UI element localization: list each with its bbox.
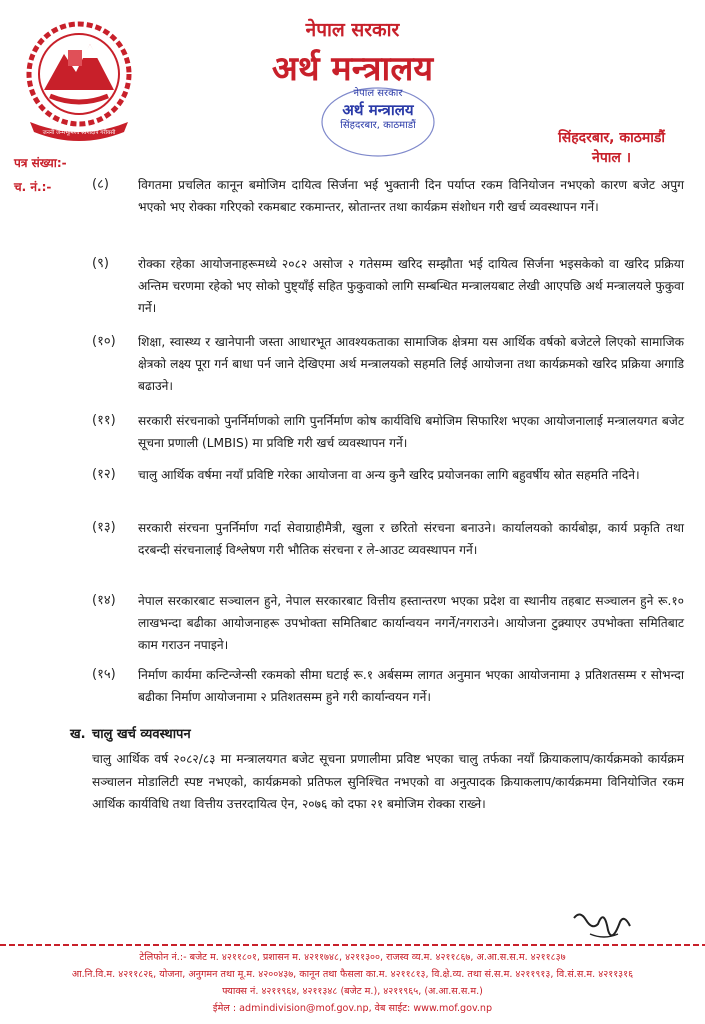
- signature-icon: [560, 900, 640, 950]
- list-item: [92, 590, 684, 656]
- section-title: चालु खर्च व्यवस्थापन: [92, 727, 191, 742]
- office-address: [558, 128, 665, 168]
- emblem-motto: जननी जन्मभूमिश्च स्वर्गादपि गरीयसी: [42, 130, 116, 136]
- address-line1: सिंहदरबार, काठमाडौं: [558, 130, 665, 146]
- stamp-line1: नेपाल सरकार: [353, 88, 403, 99]
- list-item: [92, 331, 684, 397]
- government-title: नेपाल सरकार: [305, 19, 400, 41]
- item-number: (१२): [92, 467, 116, 482]
- section-marker: ख.: [70, 727, 86, 742]
- item-number: (१४): [92, 593, 116, 608]
- footer-phone-line2: आ.नि.वि.म. ४२११८२६, योजना, अनुगमन तथा मू.म. ४२००४३७, कानून तथा फैसला का.म. ४२११८१३, वि.क्षे.व्य. तथा सं.स.म. ४२११९१३, वि.सं.स.म. ४२११३१६: [71, 969, 634, 980]
- item-number: (९): [92, 256, 109, 271]
- item-text: सरकारी संरचना पुनर्निर्माण गर्दा सेवाग्राहीमैत्री, खुला र छरितो संरचना बनाउने। कार्यालयको कार्यबोझ, कार्य प्रकृति तथा दरबन्दी संरचनालाई विश्लेषण गरी भौतिक संरचना र ले-आउट व्यवस्थापन गर्ने।: [138, 521, 684, 557]
- item-text: सरकारी संरचनाको पुनर्निर्माणको लागि पुनर्निर्माण कोष कार्यविधि बमोजिम सिफारिश भएका आयोजनालाई मन्त्रालयगत बजेट सूचना प्रणाली (LMBIS) मा प्रविष्टि गरी खर्च व्यवस्थापन गर्ने।: [138, 414, 684, 450]
- item-number: (१५): [92, 667, 116, 682]
- footer-divider: [0, 944, 705, 946]
- list-item: [92, 664, 684, 708]
- item-text: विगतमा प्रचलित कानून बमोजिम दायित्व सिर्जना भई भुक्तानी दिन पर्याप्त रकम विनियोजन नभएको कारण बजेट अपुग भएको भए रोक्का गरिएको रकमबाट रकमान्तर, स्रोतान्तर तथा कार्यक्रम संशोधन गरी खर्च व्यवस्थापन गर्ने।: [138, 178, 684, 214]
- list-item: [92, 174, 684, 218]
- list-item: [92, 410, 684, 454]
- item-text: शिक्षा, स्वास्थ्य र खानेपानी जस्ता आधारभूत आवश्यकताका सामाजिक क्षेत्रमा यस आर्थिक वर्षको बजेटले लिएको सामाजिक क्षेत्रको लक्ष्य पूरा गर्न बाधा पर्न जाने देखिएमा अर्थ मन्त्रालयको सहमति लिई आयोजना तथा कार्यक्रमको खरिद प्रक्रिया अगाडि बढाउने।: [138, 335, 684, 393]
- section-paragraph: चालु आर्थिक वर्ष २०८२/८३ मा मन्त्रालयगत बजेट सूचना प्रणालीमा प्रविष्ट भएका चालु तर्फका नयाँ क्रियाकलाप/कार्यक्रमको कार्यक्रम सञ्चालन मोडालिटी स्पष्ट नभएको, कार्यक्रमको प्रतिफल सुनिश्चित नभएको वा अनुत्पादक क्रियाकलाप/कार्यक्रममा विनियोजित रकम आर्थिक कार्यविधि तथा वित्तीय उत्तरदायित्व ऐन, २०७६ को दफा २१ बमोजिम रोक्का राख्ने।: [92, 752, 684, 811]
- item-number: (११): [92, 413, 116, 428]
- dispatch-number-label: च. नं.:-: [14, 180, 52, 194]
- item-number: (८): [92, 177, 109, 192]
- list-item: [92, 464, 684, 486]
- item-text: चालु आर्थिक वर्षमा नयाँ प्रविष्टि गरेका आयोजना वा अन्य कुनै खरिद प्रयोजनका लागि बहुवर्षीय स्रोत सहमति नदिने।: [138, 468, 640, 482]
- item-text: नेपाल सरकारबाट सञ्चालन हुने, नेपाल सरकारबाट वित्तीय हस्तान्तरण भएका प्रदेश वा स्थानीय तहबाट सञ्चालन हुने रू.१० लाखभन्दा बढीका आयोजनाहरू उपभोक्ता समितिबाट कार्यान्वयन नगर्ने/नगराउने। आयोजना टुक्र्याएर उपभोक्ता समितिबाट काम गराउन नपाइने।: [138, 594, 684, 652]
- stamp-line2: अर्थ मन्त्रालय: [342, 101, 414, 119]
- item-number: (१३): [92, 520, 116, 535]
- stamp-text: [318, 86, 438, 134]
- stamp-line3: सिंहदरबार, काठमाडौं: [340, 120, 416, 131]
- footer-contact-line: ईमेल : admindivision@mof.gov.np, वेब साईट: www.mof.gov.np: [212, 1003, 493, 1014]
- address-line2: नेपाल ।: [592, 150, 632, 166]
- letter-number-label: पत्र संख्या:-: [14, 156, 67, 170]
- ministry-title: अर्थ मन्त्रालय: [271, 49, 434, 89]
- item-number: (१०): [92, 334, 116, 349]
- footer-fax-line: फ्याक्स नं. ४२११९६४, ४२११३४८ (बजेट म.), ४२११९६५, (अ.आ.स.स.म.): [222, 986, 483, 997]
- list-item: [92, 517, 684, 561]
- list-item: [92, 253, 684, 319]
- footer-phone-line: टेलिफोन नं.:- बजेट म. ४२११८०१, प्रशासन म. ४२११७४८, ४२११३००, राजस्व व्य.म. ४२११८६७, अ.आ.स.स.म. ४२११८३७: [139, 952, 566, 963]
- item-text: रोक्का रहेका आयोजनाहरूमध्ये २०८२ असोज २ गतेसम्म खरिद सम्झौता भई दायित्व सिर्जना भइसकेको वा खरिद प्रक्रिया अन्तिम चरणमा रहेको भए सोको पुष्ट्याँई सहित फुकुवाको लागि सम्बन्धित मन्त्रालयबाट लेखी आएपछि अर्थ मन्त्रालयले फुकुवा गर्ने।: [138, 257, 684, 315]
- item-text: निर्माण कार्यमा कन्टिन्जेन्सी रकमको सीमा घटाई रू.१ अर्बसम्म लागत अनुमान भएका आयोजनामा ३ प्रतिशतसम्म र सोभन्दा बढीका निर्माण आयोजनामा २ प्रतिशतसम्म हुने गरी कार्यान्वयन गर्ने।: [138, 668, 684, 704]
- ministry-stamp: [318, 86, 438, 158]
